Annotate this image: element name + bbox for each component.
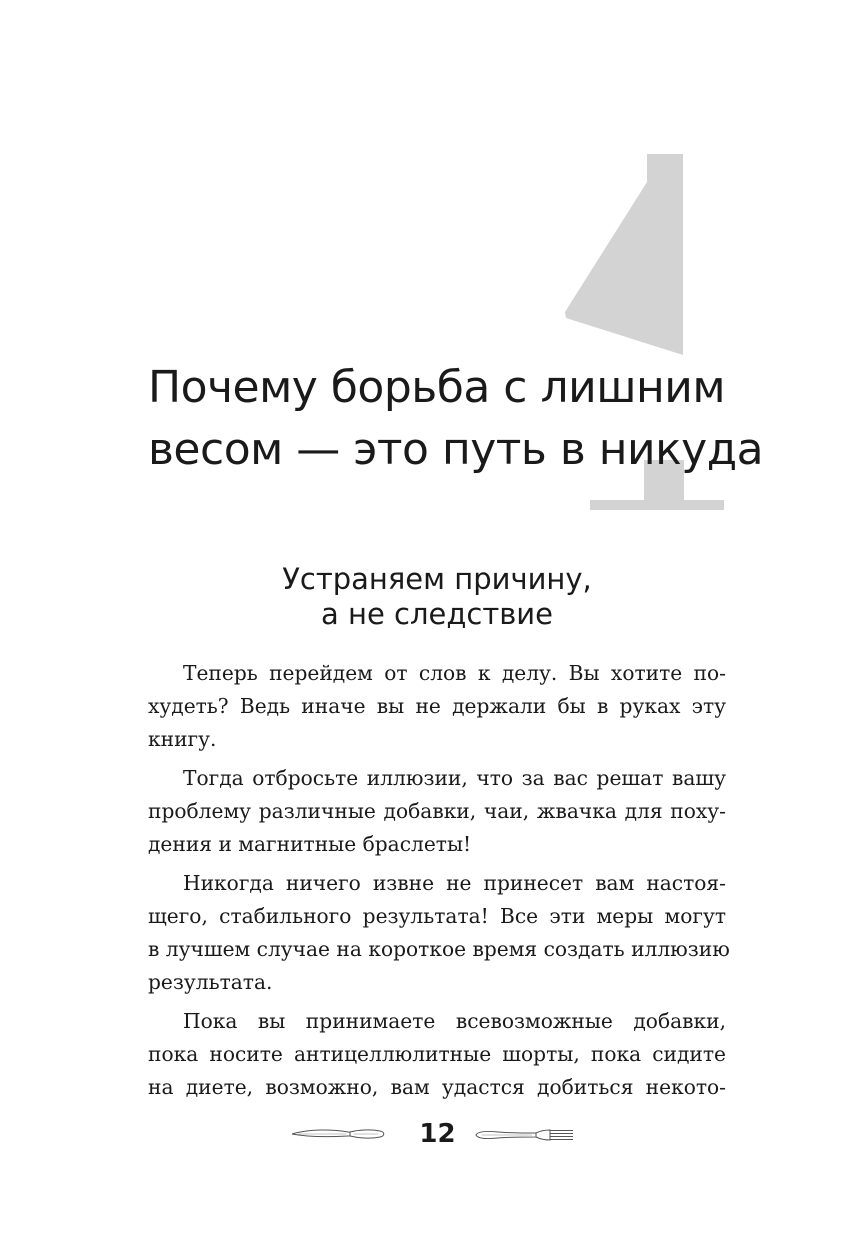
section-subtitle-line: Устраняем причину, — [282, 562, 592, 596]
page-number: 12 — [419, 1119, 456, 1149]
text-line: Никогда ничего извне не принесет вам настоя- — [183, 871, 726, 895]
text-line: дения и магнитные браслеты! — [148, 832, 472, 856]
text-line: Пока вы принимаете всевозможные добавки, — [183, 1009, 726, 1033]
text-line: в лучшем случае на короткое время создать иллюзию — [148, 937, 730, 961]
chapter-number-text: 1 — [548, 150, 549, 151]
chapter-title-line: Почему борьба с лишним — [148, 362, 726, 413]
paragraph — [148, 1005, 726, 1104]
text-line: Тогда отбросьте иллюзии, что за вас решат вашу — [183, 766, 726, 790]
body-text — [148, 657, 730, 1110]
paragraph — [148, 762, 726, 861]
paragraph — [148, 867, 730, 999]
text-line: проблему различные добавки, чаи, жвачка для поху- — [148, 799, 726, 823]
knife-icon — [290, 1126, 386, 1142]
chapter-title — [148, 357, 763, 481]
paragraph — [148, 657, 726, 756]
text-line: Теперь перейдем от слов к делу. Вы хотите по- — [183, 661, 726, 685]
fork-icon — [474, 1127, 576, 1143]
text-line: результата. — [148, 970, 273, 994]
section-subtitle-line: а не следствие — [321, 597, 553, 631]
text-line: щего, стабильного результата! Все эти меры могут — [148, 904, 726, 928]
section-subtitle — [148, 562, 726, 632]
text-line: пока носите антицеллюлитные шорты, пока сидите — [148, 1042, 726, 1066]
text-line: на диете, возможно, вам удастся добиться некото- — [148, 1075, 726, 1099]
text-line: книгу. — [148, 727, 217, 751]
chapter-title-line: весом — это путь в никуда — [148, 424, 764, 475]
text-line: худеть? Ведь иначе вы не держали бы в руках эту — [148, 694, 726, 718]
page-footer — [0, 1115, 845, 1160]
